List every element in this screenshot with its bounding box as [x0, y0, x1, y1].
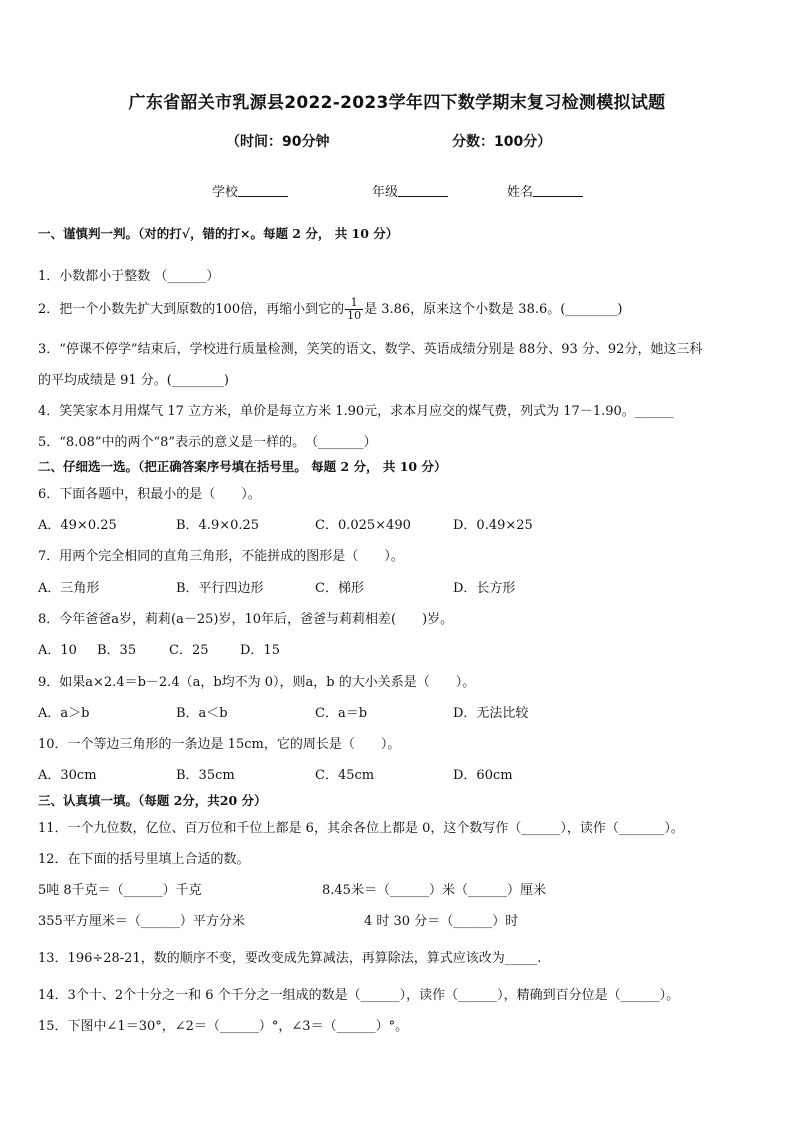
question-12-c: 355平方厘米＝（______）平方分米 [38, 914, 245, 929]
q10-option-d: D．60cm [453, 768, 513, 783]
q7-option-a: A．三角形 [38, 581, 100, 596]
exam-time: （时间：90分钟 [226, 134, 330, 150]
school-blank[interactable] [238, 184, 288, 197]
fraction-one-tenth [345, 297, 363, 322]
question-13: 13．196÷28-21，数的顺序不变，要改变成先算减法，再算除法，算式应该改为_____. [38, 951, 542, 966]
question-9: 9．如果a×2.4＝b－2.4（a，b均不为 0），则a，b 的大小关系是（ ）。 [38, 675, 476, 690]
grade-field [372, 181, 448, 200]
q8-option-a: A．10 [38, 643, 77, 658]
school-label: 学校 [212, 185, 239, 200]
q9-option-c: C．a＝b [315, 706, 368, 721]
name-label: 姓名 [507, 185, 534, 200]
question-12-a: 5吨 8千克＝（______）千克 [38, 883, 202, 898]
q10-option-a: A．30cm [38, 768, 97, 783]
q7-option-c: C．梯形 [315, 581, 364, 596]
question-2-text-end: 是 3.86，原来这个小数是 38.6。(________) [364, 302, 623, 317]
q8-option-d: D．15 [240, 643, 280, 658]
question-3-line-1: 3．“停课不停学”结束后，学校进行质量检测，笑笑的语文、数学、英语成绩分别是 88分、93 分、92分，她这三科 [38, 342, 703, 357]
school-field [212, 181, 288, 200]
section-3-heading: 三、认真填一填。（每题 2分，共20 分） [38, 793, 267, 808]
question-12: 12．在下面的括号里填上合适的数。 [38, 852, 250, 867]
question-5: 5．“8.08”中的两个“8”表示的意义是一样的。 （_______） [38, 435, 377, 450]
q7-option-b: B．平行四边形 [176, 581, 264, 596]
q9-option-b: B．a＜b [176, 706, 228, 721]
page-title: 广东省韶关市乳源县2022-2023学年四下数学期末复习检测模拟试题 [128, 93, 666, 113]
question-8: 8．今年爸爸a岁，莉莉(a－25)岁，10年后，爸爸与莉莉相差( )岁。 [38, 612, 454, 627]
grade-label: 年级 [372, 185, 399, 200]
question-2-text: 2．把一个小数先扩大到原数的100倍，再缩小到它的 [38, 302, 345, 317]
section-1-heading: 一、谨慎判一判。（对的打√，错的打×。每题 2 分， 共 10 分） [38, 226, 399, 241]
question-1: 1．小数都小于整数 （______） [38, 269, 220, 284]
question-2 [38, 296, 622, 324]
question-7: 7．用两个完全相同的直角三角形，不能拼成的图形是（ ）。 [38, 549, 404, 564]
q8-option-b: B．35 [97, 643, 137, 658]
grade-blank[interactable] [398, 184, 448, 197]
question-15: 15．下图中∠1＝30°，∠2＝（______）°，∠3＝（______）°。 [38, 1019, 409, 1034]
q6-option-d: D．0.49×25 [453, 518, 533, 533]
fraction-numerator: 1 [345, 297, 363, 310]
q8-option-c: C．25 [169, 643, 209, 658]
q9-option-a: A．a＞b [38, 706, 90, 721]
question-3-line-2: 的平均成绩是 91 分。(________) [38, 373, 229, 388]
name-field [507, 181, 583, 200]
section-2-heading: 二、仔细选一选。（把正确答案序号填在括号里。 每题 2 分， 共 10 分） [38, 459, 447, 474]
q6-option-a: A．49×0.25 [38, 518, 117, 533]
question-12-d: 4 时 30 分＝（______）时 [364, 914, 519, 929]
exam-score: 分数：100分） [452, 134, 552, 150]
q10-option-b: B．35cm [176, 768, 235, 783]
question-6: 6．下面各题中，积最小的是（ ）。 [38, 487, 261, 502]
question-12-b: 8.45米＝（______）米（______）厘米 [322, 883, 546, 898]
question-11: 11．一个九位数，亿位、百万位和千位上都是 6，其余各位上都是 0，这个数写作（______），读作（_______）。 [38, 821, 684, 836]
q6-option-b: B．4.9×0.25 [176, 518, 260, 533]
q6-option-c: C．0.025×490 [315, 518, 411, 533]
q9-option-d: D．无法比较 [453, 706, 529, 721]
question-14: 14．3个十、2个十分之一和 6 个千分之一组成的数是（______），读作（______），精确到百分位是（______）。 [38, 988, 680, 1003]
question-10: 10．一个等边三角形的一条边是 15cm，它的周长是（ ）。 [38, 737, 401, 752]
q10-option-c: C．45cm [315, 768, 375, 783]
question-4: 4．笑笑家本月用煤气 17 立方米，单价是每立方米 1.90元，求本月应交的煤气费，列式为 17－1.90。______ [38, 404, 674, 419]
fraction-denominator: 10 [347, 309, 362, 322]
q7-option-d: D．长方形 [453, 581, 516, 596]
name-blank[interactable] [533, 184, 583, 197]
